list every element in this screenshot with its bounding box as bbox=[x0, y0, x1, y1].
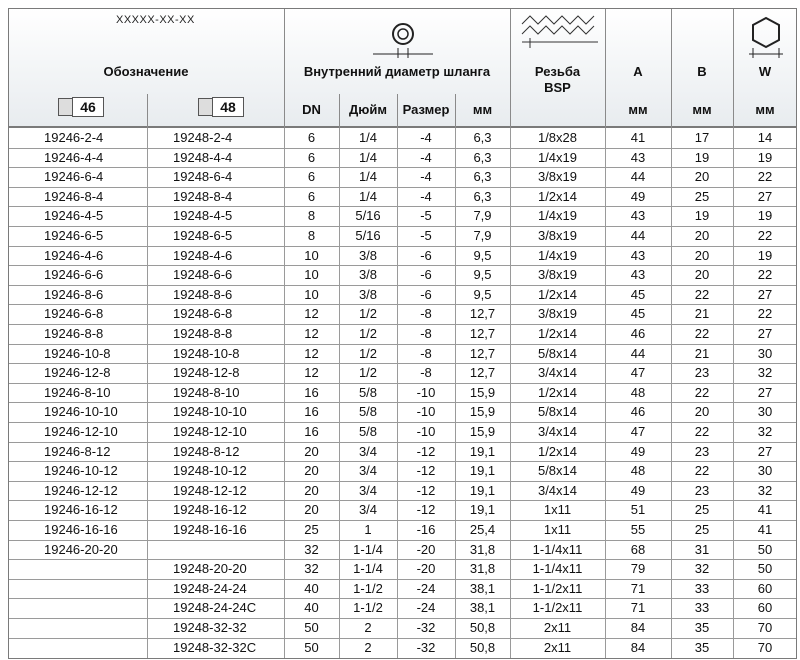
cell-inch: 5/8 bbox=[358, 424, 378, 439]
cell-inch: 3/8 bbox=[358, 267, 378, 283]
cell-size: -32 bbox=[416, 620, 436, 635]
cell-code-48: 19248-12-12 bbox=[173, 482, 247, 498]
cell-size: -10 bbox=[416, 404, 436, 420]
cell-w: 22 bbox=[757, 267, 773, 283]
cell-dn: 8 bbox=[307, 208, 316, 224]
cell-code-46: 19246-10-10 bbox=[44, 404, 118, 420]
cell-dn: 16 bbox=[304, 404, 319, 420]
cell-b: 20 bbox=[694, 267, 710, 283]
cell-inch: 1/2 bbox=[358, 345, 378, 361]
cell-mm: 9,5 bbox=[473, 267, 492, 283]
cell-code-48: 19248-6-5 bbox=[173, 228, 233, 243]
subheader-mm: мм bbox=[472, 102, 493, 117]
table-frame bbox=[8, 8, 797, 659]
cell-code-46: 19246-8-6 bbox=[44, 286, 104, 302]
cell-inch: 3/4 bbox=[358, 443, 378, 459]
cell-code-48: 19248-10-12 bbox=[173, 463, 247, 479]
cell-mm: 6,3 bbox=[473, 188, 492, 204]
col-w-heading: W bbox=[758, 64, 772, 79]
cell-w: 27 bbox=[757, 326, 773, 341]
cell-code-46: 19246-16-12 bbox=[44, 502, 118, 518]
cell-thread: 3/4x14 bbox=[537, 365, 578, 381]
cell-dn: 12 bbox=[304, 345, 319, 361]
cell-thread: 2x11 bbox=[543, 639, 572, 655]
cell-dn: 10 bbox=[304, 286, 319, 302]
cell-inch: 5/16 bbox=[355, 208, 381, 224]
cell-size: -16 bbox=[416, 522, 436, 537]
cell-size: -24 bbox=[416, 600, 436, 616]
cell-mm: 15,9 bbox=[469, 404, 496, 420]
cell-a: 45 bbox=[630, 286, 646, 302]
cell-size: -4 bbox=[420, 149, 432, 165]
cell-dn: 50 bbox=[304, 620, 319, 635]
cell-thread: 1x11 bbox=[543, 522, 572, 537]
cell-code-46: 19246-8-8 bbox=[44, 326, 104, 341]
cell-inch: 1/4 bbox=[358, 188, 378, 204]
cell-code-46: 19246-4-4 bbox=[44, 149, 104, 165]
cell-mm: 9,5 bbox=[473, 286, 492, 302]
cell-w: 70 bbox=[757, 620, 773, 635]
cell-thread: 1-1/4x11 bbox=[532, 541, 583, 557]
cell-size: -6 bbox=[420, 247, 432, 263]
cell-w: 30 bbox=[757, 463, 773, 479]
cell-w: 27 bbox=[757, 443, 773, 459]
cell-w: 19 bbox=[757, 247, 773, 263]
cell-thread: 1-1/4x11 bbox=[532, 561, 583, 577]
cell-b: 25 bbox=[694, 188, 710, 204]
cell-code-46: 19246-20-20 bbox=[44, 541, 118, 557]
cell-code-48: 19248-6-4 bbox=[173, 169, 233, 185]
cell-mm: 50,8 bbox=[469, 639, 496, 655]
unit-w: мм bbox=[755, 102, 775, 117]
cell-w: 30 bbox=[757, 404, 773, 420]
cell-a: 48 bbox=[630, 384, 646, 400]
cell-a: 49 bbox=[630, 188, 646, 204]
cell-code-46: 19246-4-6 bbox=[44, 247, 104, 263]
cell-code-46: 19246-6-4 bbox=[44, 169, 104, 185]
cell-a: 46 bbox=[630, 404, 646, 420]
cell-dn: 25 bbox=[304, 522, 319, 537]
cell-size: -20 bbox=[416, 541, 436, 557]
cell-b: 17 bbox=[694, 130, 710, 145]
cell-size: -24 bbox=[416, 580, 436, 596]
cell-dn: 6 bbox=[307, 130, 316, 145]
cell-w: 41 bbox=[757, 502, 773, 518]
cell-b: 19 bbox=[694, 149, 710, 165]
cell-thread: 1/8x28 bbox=[537, 130, 578, 145]
cell-b: 22 bbox=[694, 286, 710, 302]
cell-size: -4 bbox=[420, 169, 432, 185]
cell-w: 27 bbox=[757, 384, 773, 400]
cell-a: 49 bbox=[630, 443, 646, 459]
cell-a: 43 bbox=[630, 267, 646, 283]
cell-mm: 38,1 bbox=[469, 600, 496, 616]
cell-thread: 3/4x14 bbox=[537, 482, 578, 498]
cell-a: 49 bbox=[630, 482, 646, 498]
cell-inch: 5/8 bbox=[358, 384, 378, 400]
cell-size: -32 bbox=[416, 639, 436, 655]
thread-heading-1: Резьба bbox=[534, 64, 581, 79]
cell-w: 14 bbox=[757, 130, 773, 145]
cell-w: 32 bbox=[757, 482, 773, 498]
cell-a: 48 bbox=[630, 463, 646, 479]
cell-dn: 20 bbox=[304, 463, 319, 479]
cell-mm: 19,1 bbox=[469, 443, 496, 459]
cell-a: 44 bbox=[630, 169, 646, 185]
cell-thread: 1/2x14 bbox=[537, 326, 578, 341]
subheader-inch: Дюйм bbox=[349, 102, 387, 117]
cell-inch: 2 bbox=[364, 620, 372, 635]
cell-a: 43 bbox=[630, 149, 646, 165]
cell-b: 21 bbox=[694, 306, 710, 322]
cell-inch: 1 bbox=[364, 522, 372, 537]
cell-code-48: 19248-16-16 bbox=[173, 522, 247, 537]
cell-b: 35 bbox=[694, 639, 710, 655]
cell-size: -8 bbox=[420, 345, 432, 361]
cell-code-46: 19246-12-12 bbox=[44, 482, 118, 498]
cell-inch: 1/2 bbox=[358, 365, 378, 381]
badge-46: 46 bbox=[72, 97, 104, 117]
code-pattern: XXXXX-XX-XX bbox=[116, 14, 195, 26]
cell-a: 44 bbox=[630, 345, 646, 361]
cell-mm: 15,9 bbox=[469, 384, 496, 400]
cell-b: 31 bbox=[694, 541, 710, 557]
thread-heading-2: BSP bbox=[544, 80, 571, 95]
cell-b: 23 bbox=[694, 365, 710, 381]
cell-inch: 3/8 bbox=[358, 247, 378, 263]
cell-w: 22 bbox=[757, 228, 773, 243]
cell-code-48: 19248-4-6 bbox=[173, 247, 233, 263]
cell-thread: 1/2x14 bbox=[537, 384, 578, 400]
cell-thread: 5/8x14 bbox=[537, 404, 578, 420]
cell-inch: 3/8 bbox=[358, 286, 378, 302]
cell-inch: 1/4 bbox=[358, 130, 378, 145]
cell-w: 32 bbox=[757, 424, 773, 439]
cell-w: 32 bbox=[757, 365, 773, 381]
cell-thread: 1-1/2x11 bbox=[532, 600, 583, 616]
cell-a: 46 bbox=[630, 326, 646, 341]
cell-mm: 38,1 bbox=[469, 580, 496, 596]
cell-code-46: 19246-6-5 bbox=[44, 228, 104, 243]
cell-code-48: 19248-6-8 bbox=[173, 306, 233, 322]
cell-mm: 6,3 bbox=[473, 149, 492, 165]
cell-mm: 12,7 bbox=[469, 326, 496, 341]
cell-dn: 40 bbox=[304, 580, 319, 596]
cell-thread: 1/4x19 bbox=[537, 247, 578, 263]
cell-b: 25 bbox=[694, 502, 710, 518]
cell-dn: 20 bbox=[304, 482, 319, 498]
cell-a: 47 bbox=[630, 365, 646, 381]
cell-code-46: 19246-8-10 bbox=[44, 384, 111, 400]
cell-code-48: 19248-8-12 bbox=[173, 443, 240, 459]
unit-a: мм bbox=[628, 102, 648, 117]
cell-mm: 12,7 bbox=[469, 306, 496, 322]
cell-dn: 6 bbox=[307, 188, 316, 204]
cell-dn: 50 bbox=[304, 639, 319, 655]
subheader-size: Размер bbox=[402, 102, 450, 117]
cell-code-48: 19248-32-32C bbox=[173, 639, 257, 655]
cell-b: 33 bbox=[694, 600, 710, 616]
cell-b: 23 bbox=[694, 443, 710, 459]
cell-inch: 1-1/4 bbox=[353, 561, 383, 577]
cell-inch: 5/16 bbox=[355, 228, 381, 243]
cell-b: 23 bbox=[694, 482, 710, 498]
cell-b: 20 bbox=[694, 404, 710, 420]
cell-size: -12 bbox=[416, 463, 436, 479]
cell-mm: 6,3 bbox=[473, 130, 492, 145]
cell-code-48: 19248-10-8 bbox=[173, 345, 240, 361]
cell-mm: 15,9 bbox=[469, 424, 496, 439]
cell-size: -12 bbox=[416, 502, 436, 518]
cell-a: 71 bbox=[630, 580, 646, 596]
cell-w: 19 bbox=[757, 149, 773, 165]
cell-inch: 3/4 bbox=[358, 482, 378, 498]
cell-mm: 19,1 bbox=[469, 463, 496, 479]
cell-dn: 6 bbox=[307, 149, 316, 165]
cell-a: 55 bbox=[630, 522, 646, 537]
cell-mm: 12,7 bbox=[469, 365, 496, 381]
cell-mm: 6,3 bbox=[473, 169, 492, 185]
cell-code-48: 19248-6-6 bbox=[173, 267, 233, 283]
cell-thread: 1/4x19 bbox=[537, 149, 578, 165]
cell-dn: 6 bbox=[307, 169, 316, 185]
cell-code-46: 19246-10-12 bbox=[44, 463, 118, 479]
cell-b: 25 bbox=[694, 522, 710, 537]
cell-w: 30 bbox=[757, 345, 773, 361]
cell-a: 43 bbox=[630, 208, 646, 224]
cell-w: 41 bbox=[757, 522, 773, 537]
cell-size: -12 bbox=[416, 443, 436, 459]
cell-a: 45 bbox=[630, 306, 646, 322]
cell-w: 50 bbox=[757, 541, 773, 557]
cell-code-48: 19248-8-4 bbox=[173, 188, 233, 204]
cell-b: 21 bbox=[694, 345, 710, 361]
cell-a: 51 bbox=[630, 502, 646, 518]
cell-code-46: 19246-8-12 bbox=[44, 443, 111, 459]
cell-code-48: 19248-16-12 bbox=[173, 502, 247, 518]
cell-dn: 16 bbox=[304, 384, 319, 400]
cell-thread: 3/4x14 bbox=[537, 424, 578, 439]
cell-size: -10 bbox=[416, 424, 436, 439]
cell-b: 22 bbox=[694, 384, 710, 400]
cell-dn: 20 bbox=[304, 502, 319, 518]
cell-inch: 1/2 bbox=[358, 306, 378, 322]
cell-thread: 5/8x14 bbox=[537, 463, 578, 479]
cell-thread: 1/2x14 bbox=[537, 443, 578, 459]
cell-size: -4 bbox=[420, 130, 432, 145]
cell-size: -10 bbox=[416, 384, 436, 400]
cell-thread: 5/8x14 bbox=[537, 345, 578, 361]
cell-size: -6 bbox=[420, 286, 432, 302]
badge-48: 48 bbox=[212, 97, 244, 117]
cell-b: 19 bbox=[694, 208, 710, 224]
cell-dn: 10 bbox=[304, 247, 319, 263]
cell-b: 22 bbox=[694, 463, 710, 479]
cell-dn: 16 bbox=[304, 424, 319, 439]
cell-dn: 8 bbox=[307, 228, 316, 243]
cell-inch: 3/4 bbox=[358, 502, 378, 518]
cell-a: 68 bbox=[630, 541, 646, 557]
cell-w: 60 bbox=[757, 580, 773, 596]
cell-code-48: 19248-4-5 bbox=[173, 208, 233, 224]
cell-w: 27 bbox=[757, 286, 773, 302]
cell-mm: 7,9 bbox=[473, 228, 492, 243]
cell-size: -8 bbox=[420, 326, 432, 341]
cell-code-46: 19246-4-5 bbox=[44, 208, 104, 224]
cell-a: 41 bbox=[630, 130, 646, 145]
cell-a: 43 bbox=[630, 247, 646, 263]
cell-code-48: 19248-24-24 bbox=[173, 580, 247, 596]
cell-a: 44 bbox=[630, 228, 646, 243]
cell-dn: 20 bbox=[304, 443, 319, 459]
cell-mm: 19,1 bbox=[469, 502, 496, 518]
cell-dn: 32 bbox=[304, 541, 319, 557]
cell-size: -5 bbox=[420, 208, 432, 224]
cell-code-48: 19248-12-10 bbox=[173, 424, 247, 439]
cell-w: 22 bbox=[757, 169, 773, 185]
cell-dn: 12 bbox=[304, 326, 319, 341]
col-b-heading: B bbox=[697, 64, 707, 79]
cell-size: -12 bbox=[416, 482, 436, 498]
cell-code-48: 19248-8-6 bbox=[173, 286, 233, 302]
cell-size: -8 bbox=[420, 306, 432, 322]
cell-inch: 1/4 bbox=[358, 149, 378, 165]
cell-w: 22 bbox=[757, 306, 773, 322]
cell-inch: 3/4 bbox=[358, 463, 378, 479]
cell-mm: 31,8 bbox=[469, 561, 496, 577]
cell-mm: 31,8 bbox=[469, 541, 496, 557]
cell-thread: 1/2x14 bbox=[537, 188, 578, 204]
cell-w: 60 bbox=[757, 600, 773, 616]
cell-thread: 1/2x14 bbox=[537, 286, 578, 302]
cell-a: 84 bbox=[630, 639, 646, 655]
cell-code-46: 19246-12-10 bbox=[44, 424, 118, 439]
cell-thread: 2x11 bbox=[543, 620, 572, 635]
cell-size: -4 bbox=[420, 188, 432, 204]
cell-b: 35 bbox=[694, 620, 710, 635]
cell-w: 70 bbox=[757, 639, 773, 655]
cell-a: 47 bbox=[630, 424, 646, 439]
cell-code-46: 19246-10-8 bbox=[44, 345, 111, 361]
cell-thread: 3/8x19 bbox=[537, 267, 578, 283]
cell-thread: 3/8x19 bbox=[537, 306, 578, 322]
cell-size: -5 bbox=[420, 228, 432, 243]
cell-a: 84 bbox=[630, 620, 646, 635]
cell-code-48: 19248-32-32 bbox=[173, 620, 247, 635]
cell-mm: 9,5 bbox=[473, 247, 492, 263]
cell-b: 20 bbox=[694, 247, 710, 263]
cell-dn: 12 bbox=[304, 365, 319, 381]
cell-inch: 1-1/2 bbox=[353, 580, 383, 596]
cell-thread: 3/8x19 bbox=[537, 169, 578, 185]
cell-inch: 1-1/2 bbox=[353, 600, 383, 616]
cell-code-46: 19246-16-16 bbox=[44, 522, 118, 537]
cell-mm: 50,8 bbox=[469, 620, 496, 635]
col-a-heading: A bbox=[633, 64, 643, 79]
cell-dn: 32 bbox=[304, 561, 319, 577]
cell-inch: 5/8 bbox=[358, 404, 378, 420]
cell-thread: 3/8x19 bbox=[537, 228, 578, 243]
cell-thread: 1/4x19 bbox=[537, 208, 578, 224]
cell-inch: 1/2 bbox=[358, 326, 378, 341]
cell-inch: 2 bbox=[364, 639, 372, 655]
cell-code-46: 19246-12-8 bbox=[44, 365, 111, 381]
cell-dn: 40 bbox=[304, 600, 319, 616]
cell-code-48: 19248-20-20 bbox=[173, 561, 247, 577]
cell-mm: 7,9 bbox=[473, 208, 492, 224]
cell-code-46: 19246-2-4 bbox=[44, 130, 104, 145]
cell-code-48: 19248-4-4 bbox=[173, 149, 233, 165]
cell-w: 27 bbox=[757, 188, 773, 204]
cell-code-48: 19248-12-8 bbox=[173, 365, 240, 381]
cell-dn: 12 bbox=[304, 306, 319, 322]
cell-b: 22 bbox=[694, 424, 710, 439]
inner-diameter-heading: Внутренний диаметр шланга bbox=[303, 64, 491, 79]
cell-mm: 25,4 bbox=[469, 522, 496, 537]
cell-b: 20 bbox=[694, 228, 710, 243]
unit-b: мм bbox=[692, 102, 712, 117]
cell-b: 33 bbox=[694, 580, 710, 596]
cell-code-46: 19246-8-4 bbox=[44, 188, 104, 204]
cell-code-46: 19246-6-6 bbox=[44, 267, 104, 283]
cell-w: 50 bbox=[757, 561, 773, 577]
cell-code-48: 19248-10-10 bbox=[173, 404, 247, 420]
cell-a: 79 bbox=[630, 561, 646, 577]
cell-thread: 1x11 bbox=[543, 502, 572, 518]
cell-mm: 19,1 bbox=[469, 482, 496, 498]
cell-code-48: 19248-8-10 bbox=[173, 384, 240, 400]
cell-code-48: 19248-8-8 bbox=[173, 326, 233, 341]
cell-size: -6 bbox=[420, 267, 432, 283]
cell-dn: 10 bbox=[304, 267, 319, 283]
cell-a: 71 bbox=[630, 600, 646, 616]
cell-inch: 1-1/4 bbox=[353, 541, 383, 557]
cell-inch: 1/4 bbox=[358, 169, 378, 185]
cell-code-46: 19246-6-8 bbox=[44, 306, 104, 322]
designation-heading: Обозначение bbox=[103, 64, 189, 79]
cell-thread: 1-1/2x11 bbox=[532, 580, 583, 596]
cell-mm: 12,7 bbox=[469, 345, 496, 361]
cell-code-48: 19248-2-4 bbox=[173, 130, 233, 145]
cell-code-48: 19248-24-24C bbox=[173, 600, 257, 616]
subheader-dn: DN bbox=[302, 102, 321, 117]
cell-size: -20 bbox=[416, 561, 436, 577]
cell-size: -8 bbox=[420, 365, 432, 381]
cell-b: 22 bbox=[694, 326, 710, 341]
cell-w: 19 bbox=[757, 208, 773, 224]
cell-b: 20 bbox=[694, 169, 710, 185]
cell-b: 32 bbox=[694, 561, 710, 577]
